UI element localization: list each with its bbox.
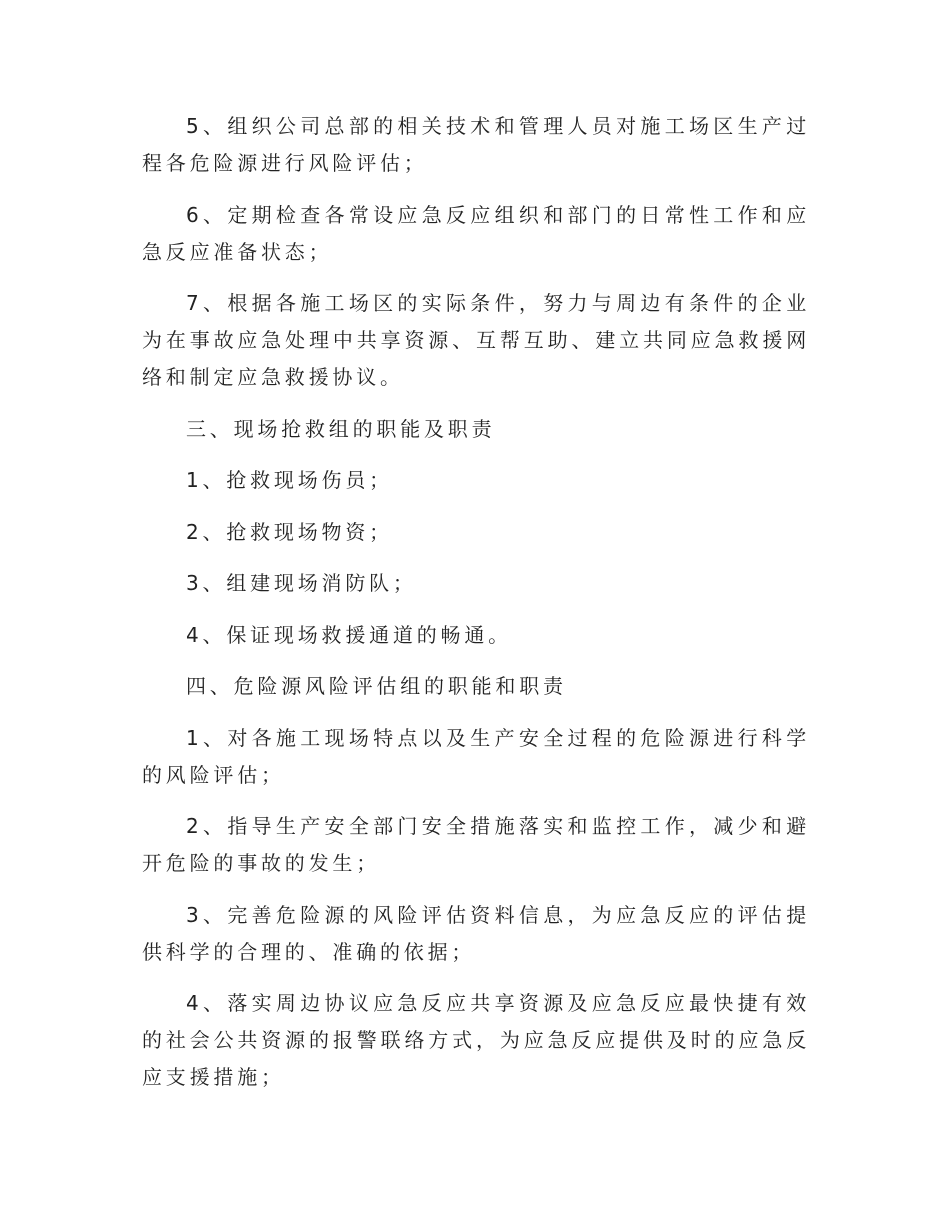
paragraph-rescue-channel: 4、保证现场救援通道的畅通。	[186, 622, 512, 647]
paragraph-rescue-casualties: 1、抢救现场伤员；	[186, 468, 393, 492]
document-body	[142, 108, 810, 1111]
paragraph-risk-information: 3、完善危险源的风险评估资料信息，为应急反应的评估提供科学的合理的、准确的依据；	[142, 902, 810, 964]
paragraph-fire-brigade: 3、组建现场消防队；	[186, 571, 417, 595]
paragraph-safety-measures: 2、指导生产安全部门安全措施落实和监控工作，减少和避开危险的事故的发生；	[142, 814, 810, 875]
paragraph-alarm-contact: 4、落实周边协议应急反应共享资源及应急反应最快捷有效的社会公共资源的报警联络方式，为应急反应提供及时的应急反应支援措施；	[142, 991, 810, 1089]
paragraph-rescue-materials: 2、抢救现场物资；	[186, 519, 393, 544]
paragraph-item-5-risk-assessment: 5、组织公司总部的相关技术和管理人员对施工场区生产过程各危险源进行风险评估；	[142, 114, 810, 175]
paragraph-scientific-assessment: 1、对各施工现场特点以及生产安全过程的危险源进行科学的风险评估；	[142, 725, 810, 787]
paragraph-item-6-regular-inspection: 6、定期检查各常设应急反应组织和部门的日常性工作和应急反应准备状态；	[142, 202, 810, 264]
section-heading-rescue-team: 三、现场抢救组的职能及职责	[186, 416, 496, 441]
section-heading-risk-assessment-team: 四、危险源风险评估组的职能和职责	[186, 674, 567, 698]
paragraph-item-7-resource-sharing: 7、根据各施工场区的实际条件，努力与周边有条件的企业为在事故应急处理中共享资源、互帮互助、建立共同应急救援网络和制定应急救援协议。	[142, 291, 810, 389]
